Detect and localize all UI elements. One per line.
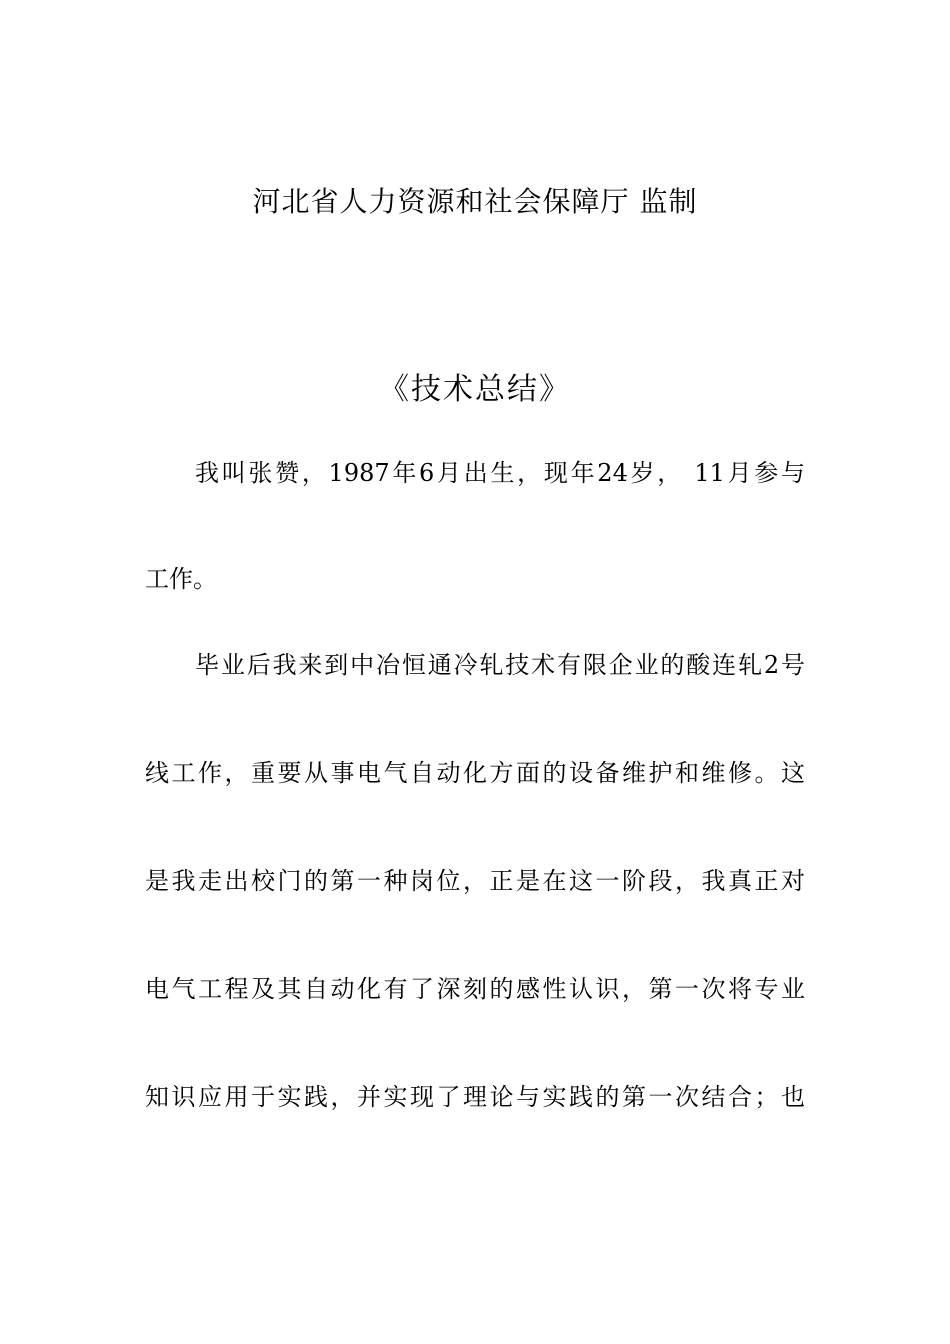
issuer-header: 河北省人力资源和社会保障厅 监制 — [252, 185, 698, 218]
document-title: 《技术总结》 — [379, 372, 571, 407]
paragraph-line: 我叫张赞，1987年6月出生，现年24岁， 11月参与 — [195, 459, 805, 487]
paragraph-line: 是我走出校门的第一种岗位，正是在这一阶段，我真正对 — [145, 867, 805, 895]
paragraph-line: 电气工程及其自动化有了深刻的感性认识，第一次将专业 — [145, 975, 805, 1003]
paragraph-line: 工作。 — [145, 565, 217, 593]
paragraph-line: 毕业后我来到中冶恒通冷轧技术有限企业的酸连轧2号 — [195, 651, 805, 679]
paragraph-line: 知识应用于实践，并实现了理论与实践的第一次结合；也 — [145, 1083, 805, 1111]
paragraph-line: 线工作，重要从事电气自动化方面的设备维护和维修。这 — [145, 759, 805, 787]
